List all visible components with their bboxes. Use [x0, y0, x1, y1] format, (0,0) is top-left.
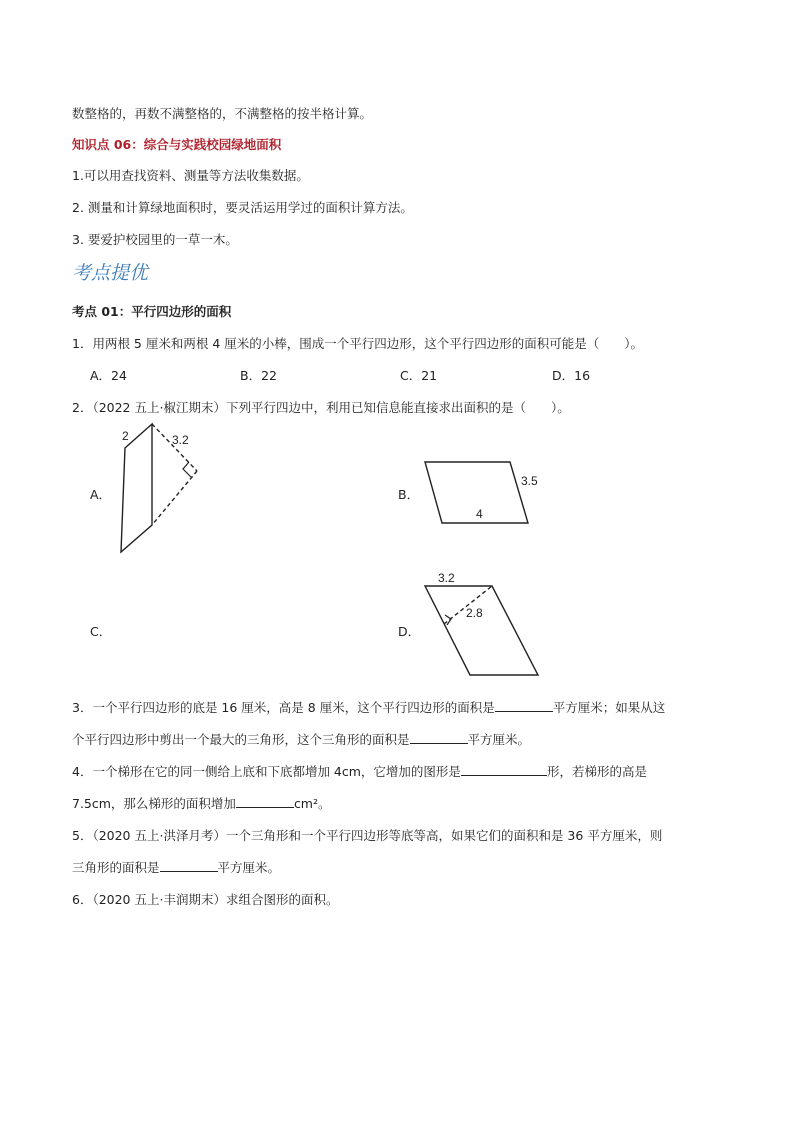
question-4-line-1: 4．一个梯形在它的同一侧给上底和下底都增加 4cm，它增加的图形是 形，若梯形的高是: [72, 764, 647, 779]
section-title: 考点提优: [72, 262, 149, 284]
question-5-line-1: 5．（2020 五上·洪泽月考）一个三角形和一个平行四边形等底等高，如果它们的面积和是 36 平方厘米，则: [72, 828, 663, 843]
figure-b-label-base: 4: [476, 507, 483, 521]
question-1: 1．用两根 5 厘米和两根 4 厘米的小棒，围成一个平行四边形，这个平行四边形的面积可能是（ ）。: [72, 336, 644, 351]
knowledge-06-heading: 知识点 06：综合与实践校园绿地面积: [72, 137, 282, 152]
question-3-line-1: 3．一个平行四边形的底是 16 厘米，高是 8 厘米，这个平行四边形的面积是 平方厘米；如果从这: [72, 700, 666, 715]
figure-b-parallelogram: [420, 455, 550, 535]
knowledge-item-2: 2. 测量和计算绿地面积时，要灵活运用学过的面积计算方法。: [72, 200, 413, 215]
knowledge-item-1: 1.可以用查找资料、测量等方法收集数据。: [72, 168, 309, 183]
figure-d-label-height: 2.8: [466, 606, 483, 620]
q2-label-b: B．: [398, 487, 420, 502]
q1-option-a: A．24: [90, 368, 127, 383]
question-2: 2．（2022 五上·椒江期末）下列平行四边中，利用已知信息能直接求出面积的是（ ）。: [72, 400, 570, 415]
q2-label-c: C．: [90, 624, 112, 639]
q2-label-d: D．: [398, 624, 421, 639]
kaodian-01-heading: 考点 01：平行四边形的面积: [72, 304, 232, 319]
q1-option-d: D．16: [552, 368, 591, 383]
figure-d-parallelogram: [420, 568, 550, 683]
figure-a-label-height: 3.2: [172, 433, 189, 447]
question-5-line-2: 三角形的面积是 平方厘米。: [72, 860, 281, 875]
q4-blank-1[interactable]: [461, 762, 547, 776]
intro-text: 数整格的，再数不满整格的，不满整格的按半格计算。: [72, 106, 373, 121]
figure-b-label-side: 3.5: [521, 474, 538, 488]
q3-blank-1[interactable]: [495, 698, 553, 712]
q5-blank-1[interactable]: [160, 858, 218, 872]
figure-d-label-base: 3.2: [438, 571, 455, 585]
q4-blank-2[interactable]: [236, 794, 294, 808]
question-3-line-2: 个平行四边形中剪出一个最大的三角形，这个三角形的面积是 平方厘米。: [72, 732, 531, 747]
q1-option-b: B．22: [240, 368, 277, 383]
question-6: 6．（2020 五上·丰润期末）求组合图形的面积。: [72, 892, 339, 907]
q2-label-a: A．: [90, 487, 112, 502]
question-4-line-2: 7.5cm，那么梯形的面积增加 cm²。: [72, 796, 331, 811]
knowledge-item-3: 3. 要爱护校园里的一草一木。: [72, 232, 238, 247]
figure-a-parallelogram: [110, 420, 210, 560]
figure-a-label-side: 2: [122, 429, 129, 443]
q1-option-c: C．21: [400, 368, 438, 383]
q3-blank-2[interactable]: [410, 730, 468, 744]
